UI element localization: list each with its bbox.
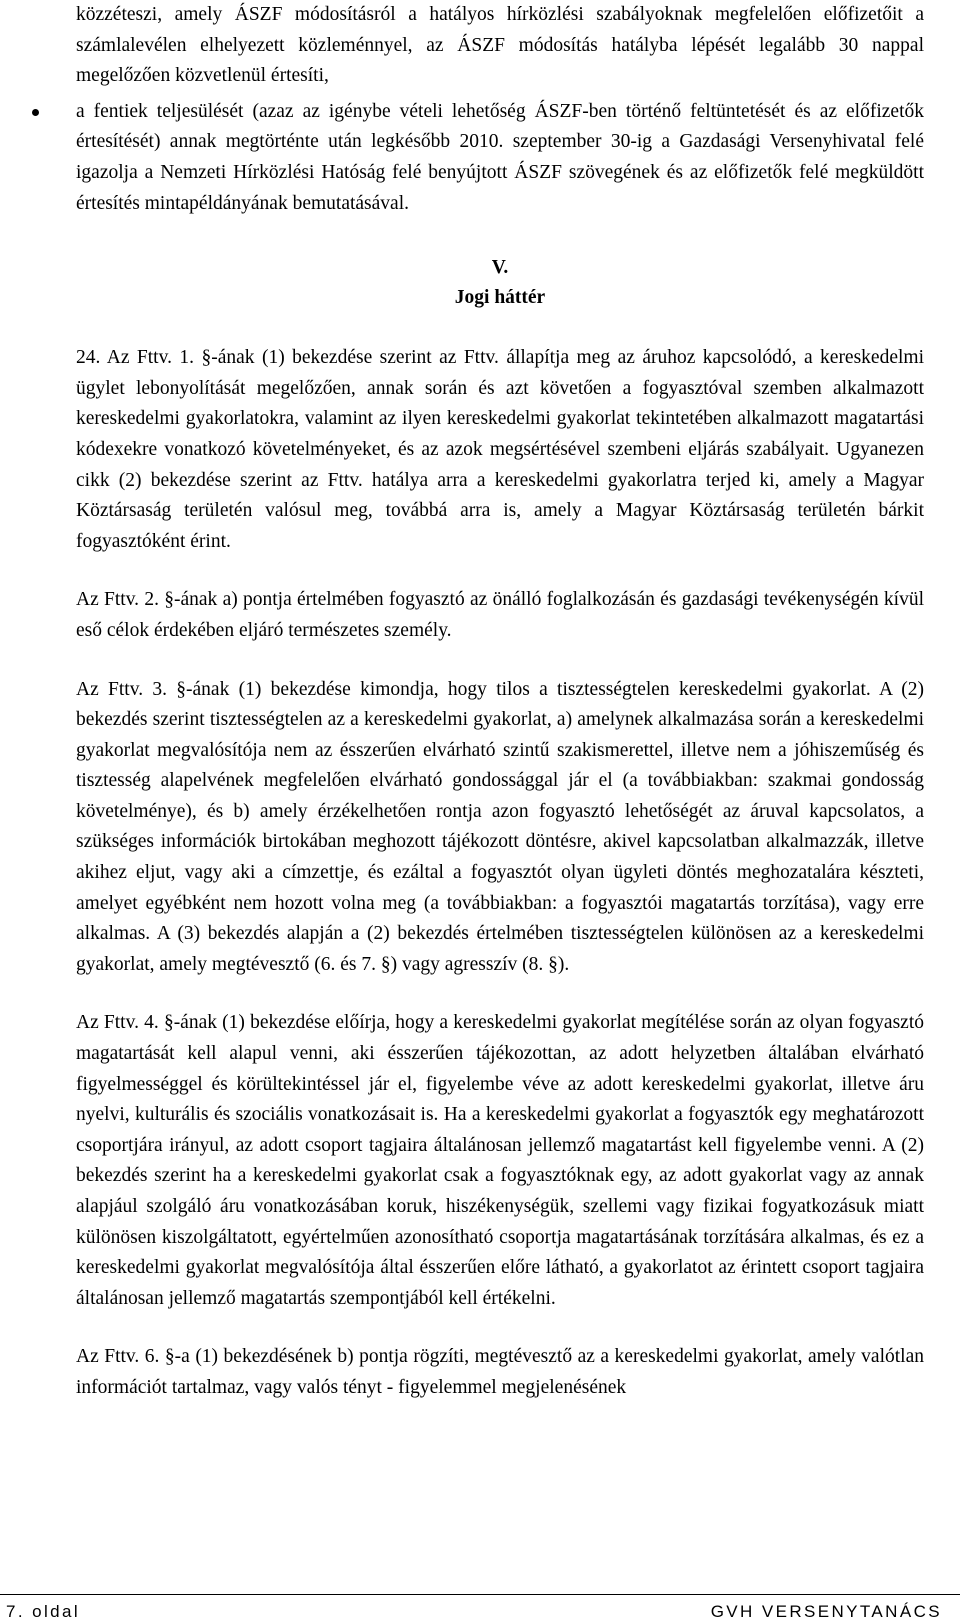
page-number: 7. oldal [6, 1602, 81, 1621]
bullet-icon [32, 109, 39, 116]
continuation-paragraph: közzéteszi, amely ÁSZF módosításról a hatályos hírközlési szabályoknak megfelelően előfizetőit a számlalevélen elhelyezett közleménnyel, az ÁSZF módosítás hatályba lépését legalább 30 nappal megelőzően közvetlenül értesíti, [76, 4, 924, 87]
paragraph-fttv-2: Az Fttv. 2. §-ának a) pontja értelmében fogyasztó az önálló foglalkozásán és gazdasági tevékenységén kívül eső célok érdekében eljáró természetes személy. [76, 589, 924, 641]
paragraph-24: 24. Az Fttv. 1. §-ának (1) bekezdése szerint az Fttv. állapítja meg az áruhoz kapcsolódó, a kereskedelmi ügylet lebonyolítását megelőzően, annak során és azt követően a fogyasztóval szemben alkalmazott kereskedelmi gyakorlatokra, valamint az ilyen kereskedelmi gyakorlat tekintetében alkalmazott magatartási kódexekre vonatkozó követelményeket, és az azok megsértésével szembeni eljárás szabályait. Ugyanezen cikk (2) bekezdése szerint az Fttv. hatálya arra a kereskedelmi gyakorlatra terjed ki, amely a Magyar Köztársaság területén valósul meg, továbbá arra is, amely a Magyar Köztársaság területén bárkit fogyasztóként érint. [76, 347, 924, 552]
paragraph-fttv-3: Az Fttv. 3. §-ának (1) bekezdése kimondja, hogy tilos a tisztességtelen kereskedelmi gyakorlat. A (2) bekezdés szerint tisztességtelen az a kereskedelmi gyakorlat, a) amelynek alkalmazása során a kereskedelmi gyakorlat megvalósítója nem az ésszerűen elvárható szintű szakismerettel, illetve nem a jóhiszeműség és tisztesség alapelvének megfelelően elvárható gondossággal jár el (a továbbiakban: szakmai gondosság követelménye), és b) amely érzékelhetően rontja azon fogyasztó lehetőségét az áruval kapcsolatos, a szükséges információk birtokában meghozott tájékozott döntésre, akivel kapcsolatban alkalmazzák, illetve akihez eljut, vagy aki a címzettje, és ezáltal a fogyasztót olyan ügyleti döntés meghozatalára készteti, amelyet egyébként nem hozott volna meg (a továbbiakban: a fogyasztói magatartás torzítása), vagy erre alkalmas. A (3) bekezdés alapján a (2) bekezdés értelmében tisztességtelen különösen az a kereskedelmi gyakorlat, amely megtévesztő (6. és 7. §) vagy agresszív (8. §). [76, 678, 924, 975]
paragraph-fttv-6: Az Fttv. 6. §-a (1) bekezdésének b) pontja rögzíti, megtévesztő az a kereskedelmi gyakorlat, amely valótlan információt tartalmaz, vagy valós tényt - figyelemmel megjelenésének [76, 1346, 924, 1398]
section-number: V. [491, 257, 509, 279]
bullet-text: a fentiek teljesülését (azaz az igénybe vételi lehetőség ÁSZF-ben történő feltüntetését és az előfizetők értesítését) annak megtörténte után legkésőbb 2010. szeptember 30-ig a Gazdasági Versenyhivatal felé igazolja a Nemzeti Hírközlési Hatóság felé benyújtott ÁSZF szövegének és az előfizetők felé megküldött értesítés mintapéldányának bemutatásával. [76, 100, 924, 214]
document-page [76, 0, 924, 1404]
footer-organization: GVH VERSENYTANÁCS [710, 1602, 942, 1621]
footer-divider [0, 1594, 960, 1595]
paragraph-fttv-4: Az Fttv. 4. §-ának (1) bekezdése előírja, hogy a kereskedelmi gyakorlat megítélése során az olyan fogyasztó magatartását kell alapul venni, aki ésszerűen tájékozottan, az adott helyzetben általában elvárható figyelmességgel és körültekintéssel jár el, figyelembe véve az adott kereskedelmi gyakorlat, illetve áru nyelvi, kulturális és szociális vonatkozásait is. Ha a kereskedelmi gyakorlat a fogyasztók egy meghatározott csoportjára irányul, az adott csoport tagjaira általánosan jellemző magatartást kell figyelembe venni. A (2) bekezdés szerint ha a kereskedelmi gyakorlat csak a fogyasztóknak egy, az adott gyakorlat vagy az annak alapjául szolgáló áru vonatkozásában koruk, hiszékenységük, szellemi vagy fizikai fogyatkozásuk miatt különösen kiszolgáltatott, egyértelműen azonosítható csoportja magatartásának torzítására alkalmas, és ez a kereskedelmi gyakorlat megvalósítója által ésszerűen előre látható, a gyakorlatot az érintett csoport tagjaira általánosan jellemző magatartás szempontjából kell értékelni. [76, 1012, 924, 1309]
section-title: Jogi háttér [454, 287, 546, 309]
bullet-item [76, 97, 924, 219]
